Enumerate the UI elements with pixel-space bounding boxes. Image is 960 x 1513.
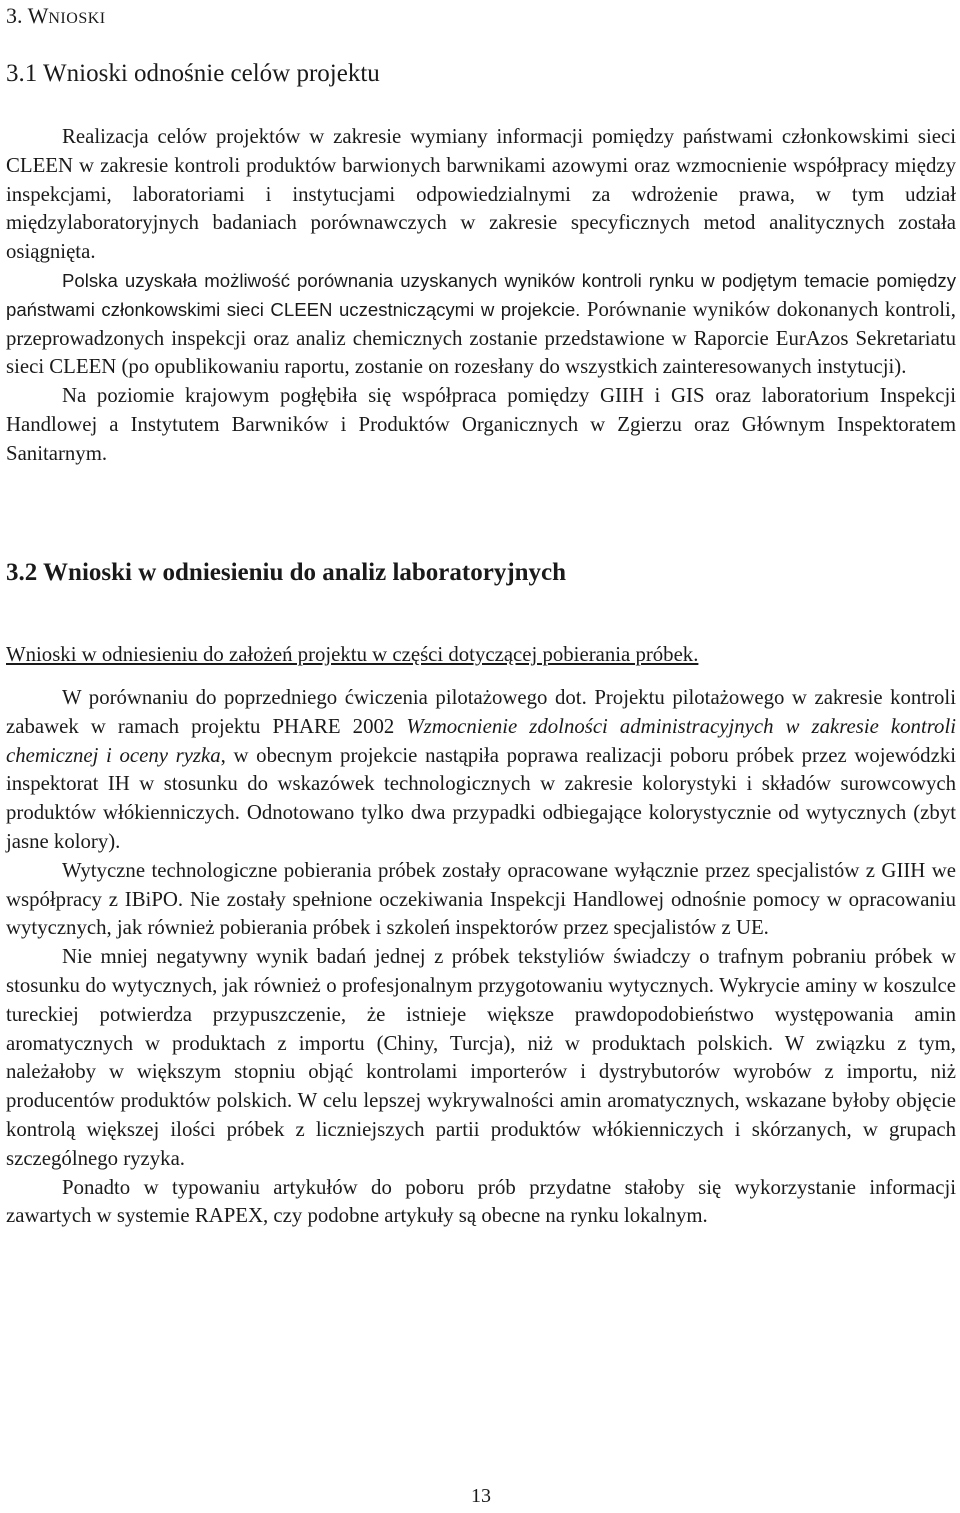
section-3-2-subheading [6, 641, 956, 670]
section-3-2-body [6, 684, 956, 1231]
paragraph-national-cooperation: Na poziomie krajowym pogłębiła się współpraca pomiędzy GIIH i GIS oraz laboratorium Inspekcji Handlowej a Instytutem Barwników i Produktów Organicznych w Zgierzu oraz Głównym Inspektoratem Sanitarnym. [6, 384, 956, 465]
paragraph-sampling-improvement [6, 684, 956, 857]
paragraph-serif-part: Realizacja celów projektów w zakresie wymiany informacji pomiędzy państwami członkowskimi sieci CLEEN w zakresie kontroli produktów barwionych barwnikami azowymi oraz wzmocnienie współpracy między inspekcjami, laboratoriami i instytucjami odpowiedzialnymi za wdrożenie prawa, w tym udział międzylaboratoryjnych badaniach porównawczych w zakresie specyficznych metod analitycznych została osiągnięta. [6, 125, 956, 264]
paragraph-goals-achieved [6, 123, 956, 267]
paragraph-rapex: Ponadto w typowaniu artykułów do poboru prób przydatne stałoby się wykorzystanie informacji zawartych w systemie RAPEX, czy podobne artykuły są obecne na rynku lokalnym. [6, 1175, 956, 1228]
paragraph-negative-result: Nie mniej negatywny wynik badań jednej z próbek tekstyliów świadczy o trafnym pobraniu próbek w stosunku do wytycznych, jak również o profesjonalnym przygotowaniu wytycznych. Wykrycie aminy w koszulce tureckiej potwierdza przypuszczenie, że istnieje większe prawdopodobieństwo występowania amin aromatycznych w produktach z importu (Chiny, Turcja), niż w produktach polskich. W związku z tym, należałoby w większym stopniu objąć kontrolami importerów i dystrybutorów wyrobów z importu, niż producentów produktów polskich. W celu lepszej wykrywalności amin aromatycznych, wskazane byłoby objęcie kontrolą większej ilości próbek z liczniejszych partii produktów włókienniczych i skórzanych, w grupach szczególnego ryzyka. [6, 945, 956, 1170]
paragraph-text-part: W porównaniu do poprzedniego ćwiczenia pilotażowego dot. Projektu pilotażowego w zakresie kontroli zabawek w ramach projektu PHARE 2002 [6, 686, 956, 738]
paragraph-serif-part: Porównanie wyników dokonanych kontroli, przeprowadzonych inspekcji oraz analiz chemicznych zostanie przedstawione w Raporcie EurAzos Sekretariatu sieci CLEEN (po opublikowaniu raportu, zostanie on rozesłany do wszystkich zainteresowanych instytucji). [6, 297, 956, 379]
section-heading [6, 2, 106, 33]
section-3-1-body [6, 123, 956, 469]
section-number: 3. [6, 3, 23, 28]
subsection-heading-3-1: 3.1 Wnioski odnośnie celów projektu [6, 60, 380, 87]
section-title-initial: W [27, 3, 49, 28]
paragraph-text-part: , w obecnym projekcie nastąpiła poprawa realizacji poboru próbek przez wojewódzki inspektorat IH w stosunku do wskazówek technologicznych w zakresie kolorystyki i składów surowcowych produktów włókienniczych. Odnotowano tylko dwa przypadki odbiegające kolorystycznie od wytycznych (zbyt jasne kolory). [6, 743, 956, 853]
paragraph-guidelines: Wytyczne technologiczne pobierania próbek zostały opracowane wyłącznie przez specjalistów z GIIH we współpracy z IBiPO. Nie zostały spełnione oczekiwania Inspekcji Handlowej odnośnie pomocy w opracowaniu wytycznych, jak również pobierania próbek i szkoleń inspektorów przez specjalistów z UE. [6, 858, 956, 940]
paragraph-poland-comparison [6, 267, 956, 382]
section-title-rest: NIOSKI [48, 10, 106, 27]
paragraph-sans-part: Polska uzyskała możliwość porównania uzyskanych wyników kontroli rynku w podjętym temacie pomiędzy państwami członkowskimi sieci CLEEN uczestniczącymi w projekcie. [6, 269, 956, 320]
page-number: 13 [471, 1485, 491, 1507]
italic-project-title: Wzmocnienie zdolności administracyjnych w zakresie kontroli chemicznej i oceny ryzka [6, 714, 957, 767]
underlined-subheading: Wnioski w odniesieniu do założeń projektu w części dotyczącej pobierania próbek. [6, 643, 699, 666]
subsection-heading-3-2: 3.2 Wnioski w odniesieniu do analiz laboratoryjnych [6, 559, 567, 586]
